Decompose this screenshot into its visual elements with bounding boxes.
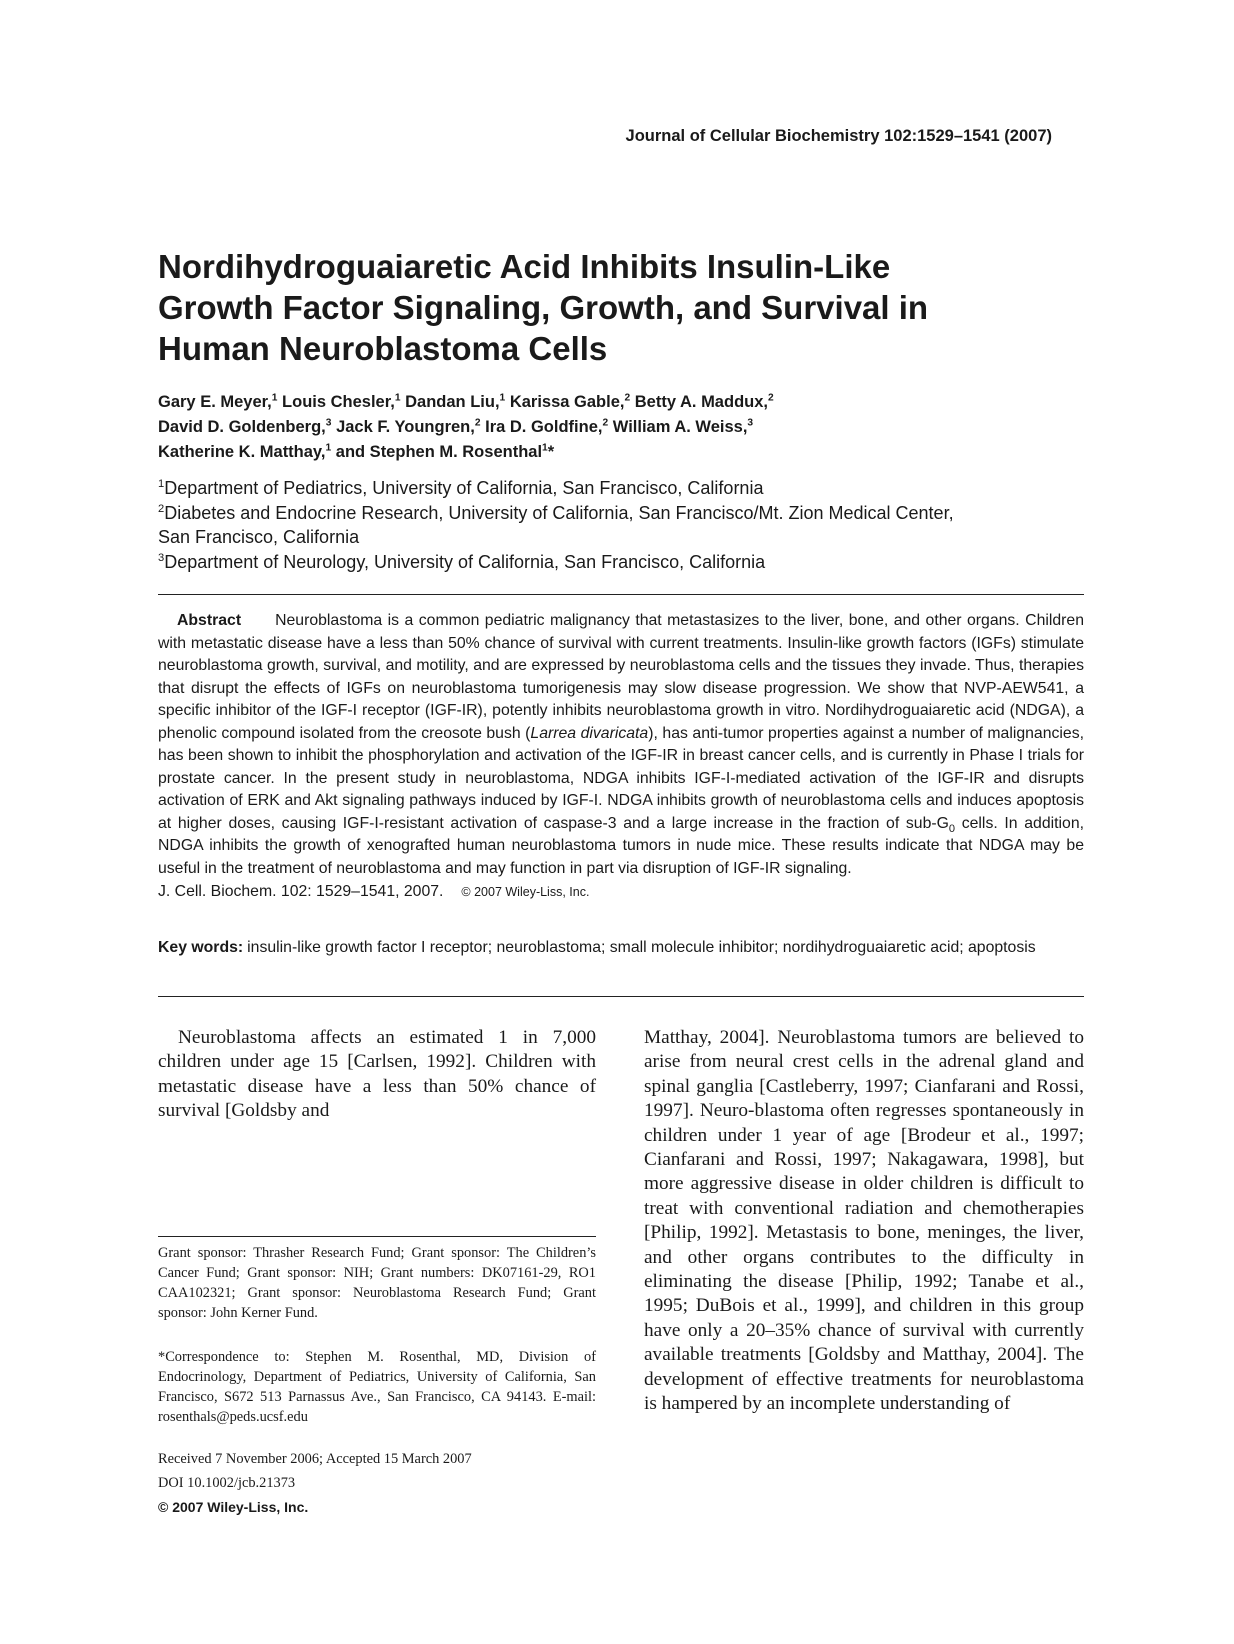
abstract-label: Abstract xyxy=(177,612,242,629)
abstract-copyright: © 2007 Wiley-Liss, Inc. xyxy=(461,885,590,899)
author-affil-sup: 1 xyxy=(499,392,506,404)
publisher-copyright: © 2007 Wiley-Liss, Inc. xyxy=(158,1499,309,1515)
keywords xyxy=(158,937,1084,959)
affiliation xyxy=(158,550,1058,575)
citation-text: J. Cell. Biochem. 102: 1529–1541, 2007. xyxy=(158,883,444,900)
title-line-1: Nordihydroguaiaretic Acid Inhibits Insulin-Like xyxy=(158,248,891,285)
author: Gary E. Meyer, xyxy=(158,393,272,411)
footnote-divider xyxy=(158,1236,596,1237)
received-dates: Received 7 November 2006; Accepted 15 March 2007 xyxy=(158,1451,472,1467)
author: Ira D. Goldfine, xyxy=(485,418,603,436)
affiliation-sup: 3 xyxy=(158,551,165,564)
body-paragraph: Neuroblastoma affects an estimated 1 in 7,000 children under age 15 [Carlsen, 1992]. Children with metastatic disease have a less than 50% chance of survival [Goldsby and xyxy=(158,1027,596,1122)
abstract-text: Neuroblastoma is a common pediatric malignancy that metastasizes to the liver, bone, and other organs. Children with metastatic disease have a less than 50% chance of survival with current treatments. Insulin-like growth factors (IGFs) stimulate neuroblastoma growth, survival, and motility, and are expressed by neuroblastoma cells and the tissues they invade. Thus, therapies that disrupt the effects of IGFs on neuroblastoma tumorigenesis may slow disease progression. We show that NVP-AEW541, a specific inhibitor of the IGF-I receptor (IGF-IR), potently inhibits neuroblastoma growth in vitro. Nordihydroguaiaretic acid (NDGA), a phenolic compound isolated from the creosote bush ( xyxy=(158,612,1084,742)
body-column-right xyxy=(644,1026,1084,1417)
author-list xyxy=(158,390,1058,465)
affiliation xyxy=(158,476,1058,501)
journal-header: Journal of Cellular Biochemistry 102:1529–1541 (2007) xyxy=(625,127,1052,145)
author: David D. Goldenberg, xyxy=(158,418,326,436)
abstract-text: cells. In addition, NDGA inhibits the growth of xenografted human neuroblastoma tumors in nude mice. These results indicate that NDGA may be useful in the treatment of neuroblastoma and may function in part via disruption of IGF-IR signaling. xyxy=(158,814,1084,877)
affiliations xyxy=(158,476,1058,574)
author-affil-sup: 1 xyxy=(325,442,332,454)
keywords-label: Key words: xyxy=(158,939,244,956)
affiliation-continuation: San Francisco, California xyxy=(158,527,360,547)
corresponding-mark: * xyxy=(547,443,555,461)
affiliation-text: Diabetes and Endocrine Research, University of California, San Francisco/Mt. Zion Medical Center, xyxy=(164,502,954,523)
abstract-citation xyxy=(158,881,1084,904)
author: William A. Weiss, xyxy=(612,418,748,436)
affiliation xyxy=(158,501,1058,526)
species-name: Larrea divaricata xyxy=(530,724,649,742)
author-affil-sup: 1 xyxy=(542,442,548,454)
author-affil-sup: 1 xyxy=(271,392,278,404)
author: Jack F. Youngren, xyxy=(336,418,475,436)
author: Louis Chesler, xyxy=(282,393,395,411)
affiliation-sup: 2 xyxy=(158,502,165,515)
author-affil-sup: 2 xyxy=(767,392,774,404)
author-affil-sup: 3 xyxy=(747,417,754,429)
abstract-body xyxy=(158,610,1084,880)
author-affil-sup: 2 xyxy=(602,417,609,429)
doi: DOI 10.1002/jcb.21373 xyxy=(158,1475,296,1491)
abstract xyxy=(158,610,1084,904)
title-line-2: Growth Factor Signaling, Growth, and Survival in xyxy=(158,289,929,326)
author-affil-sup: 2 xyxy=(624,392,631,404)
keywords-text: insulin-like growth factor I receptor; neuroblastoma; small molecule inhibitor; nordihydroguaiaretic acid; apoptosis xyxy=(247,939,1036,956)
grant-footnote: Grant sponsor: Thrasher Research Fund; Grant sponsor: The Children’s Cancer Fund; Grant sponsor: NIH; Grant numbers: DK07161-29, RO1 CAA102321; Grant sponsor: Neuroblastoma Research Fund; Grant sponsor: John Kerner Fund. xyxy=(158,1245,596,1322)
title-line-3: Human Neuroblastoma Cells xyxy=(158,330,608,367)
subscript: 0 xyxy=(948,822,956,835)
author-line-3 xyxy=(158,440,1058,465)
affiliation-sup: 1 xyxy=(158,478,165,490)
affiliation-text: Department of Pediatrics, University of California, San Francisco, California xyxy=(164,478,764,498)
author-line-2 xyxy=(158,415,1058,440)
abstract-text: ), has anti-tumor properties against a number of malignancies, has been shown to inhibit the phosphorylation and activation of the IGF-IR in breast cancer cells, and is currently in Phase I trials for prostate cancer. In the present study in neuroblastoma, NDGA inhibits IGF-I-mediated activation of the IGF-IR and disrupts activation of ERK and Akt signaling pathways induced by IGF-I. NDGA inhibits growth of neuroblastoma cells and induces apoptosis at higher doses, causing IGF-I-resistant activation of caspase-3 and a large increase in the fraction of sub-G xyxy=(158,724,1084,832)
divider xyxy=(158,594,1084,595)
article-title xyxy=(158,246,1038,369)
divider xyxy=(158,996,1084,997)
author: Katherine K. Matthay, xyxy=(158,443,326,461)
author-affil-sup: 1 xyxy=(394,392,401,404)
author-affil-sup: 3 xyxy=(325,417,332,429)
author-corresponding: and Stephen M. Rosenthal xyxy=(335,443,543,461)
author: Betty A. Maddux, xyxy=(634,393,768,411)
body-column-left xyxy=(158,1026,596,1124)
body-paragraph: Matthay, 2004]. Neuroblastoma tumors are believed to arise from neural crest cells in the adrenal gland and spinal ganglia [Castleberry, 1997; Cianfarani and Rossi, 1997]. Neuro-blastoma often regresses spontaneously in children under 1 year of age [Brodeur et al., 1997; Cianfarani and Rossi, 1997; Nakagawara, 1998], but more aggressive disease in older children is difficult to treat with conventional radiation and chemotherapies [Philip, 1992]. Metastasis to bone, meninges, the liver, and other organs contributes to the difficulty in eliminating the disease [Philip, 1992; Tanabe et al., 1995; DuBois et al., 1999], and children in this group have only a 20–35% chance of survival with currently available treatments [Goldsby and Matthay, 2004]. The development of effective treatments for neuroblastoma is hampered by an incomplete understanding of xyxy=(644,1027,1084,1415)
correspondence-footnote: *Correspondence to: Stephen M. Rosenthal, MD, Division of Endocrinology, Department of Pediatrics, University of California, San Francisco, S672 513 Parnassus Ave., San Francisco, CA 94143. E-mail: rosenthals@peds.ucsf.edu xyxy=(158,1349,596,1426)
author: Karissa Gable, xyxy=(509,393,625,411)
author-line-1 xyxy=(158,390,1058,415)
affiliation-text: Department of Neurology, University of California, San Francisco, California xyxy=(164,551,766,572)
author-affil-sup: 2 xyxy=(474,417,481,429)
author: Dandan Liu, xyxy=(405,393,500,411)
